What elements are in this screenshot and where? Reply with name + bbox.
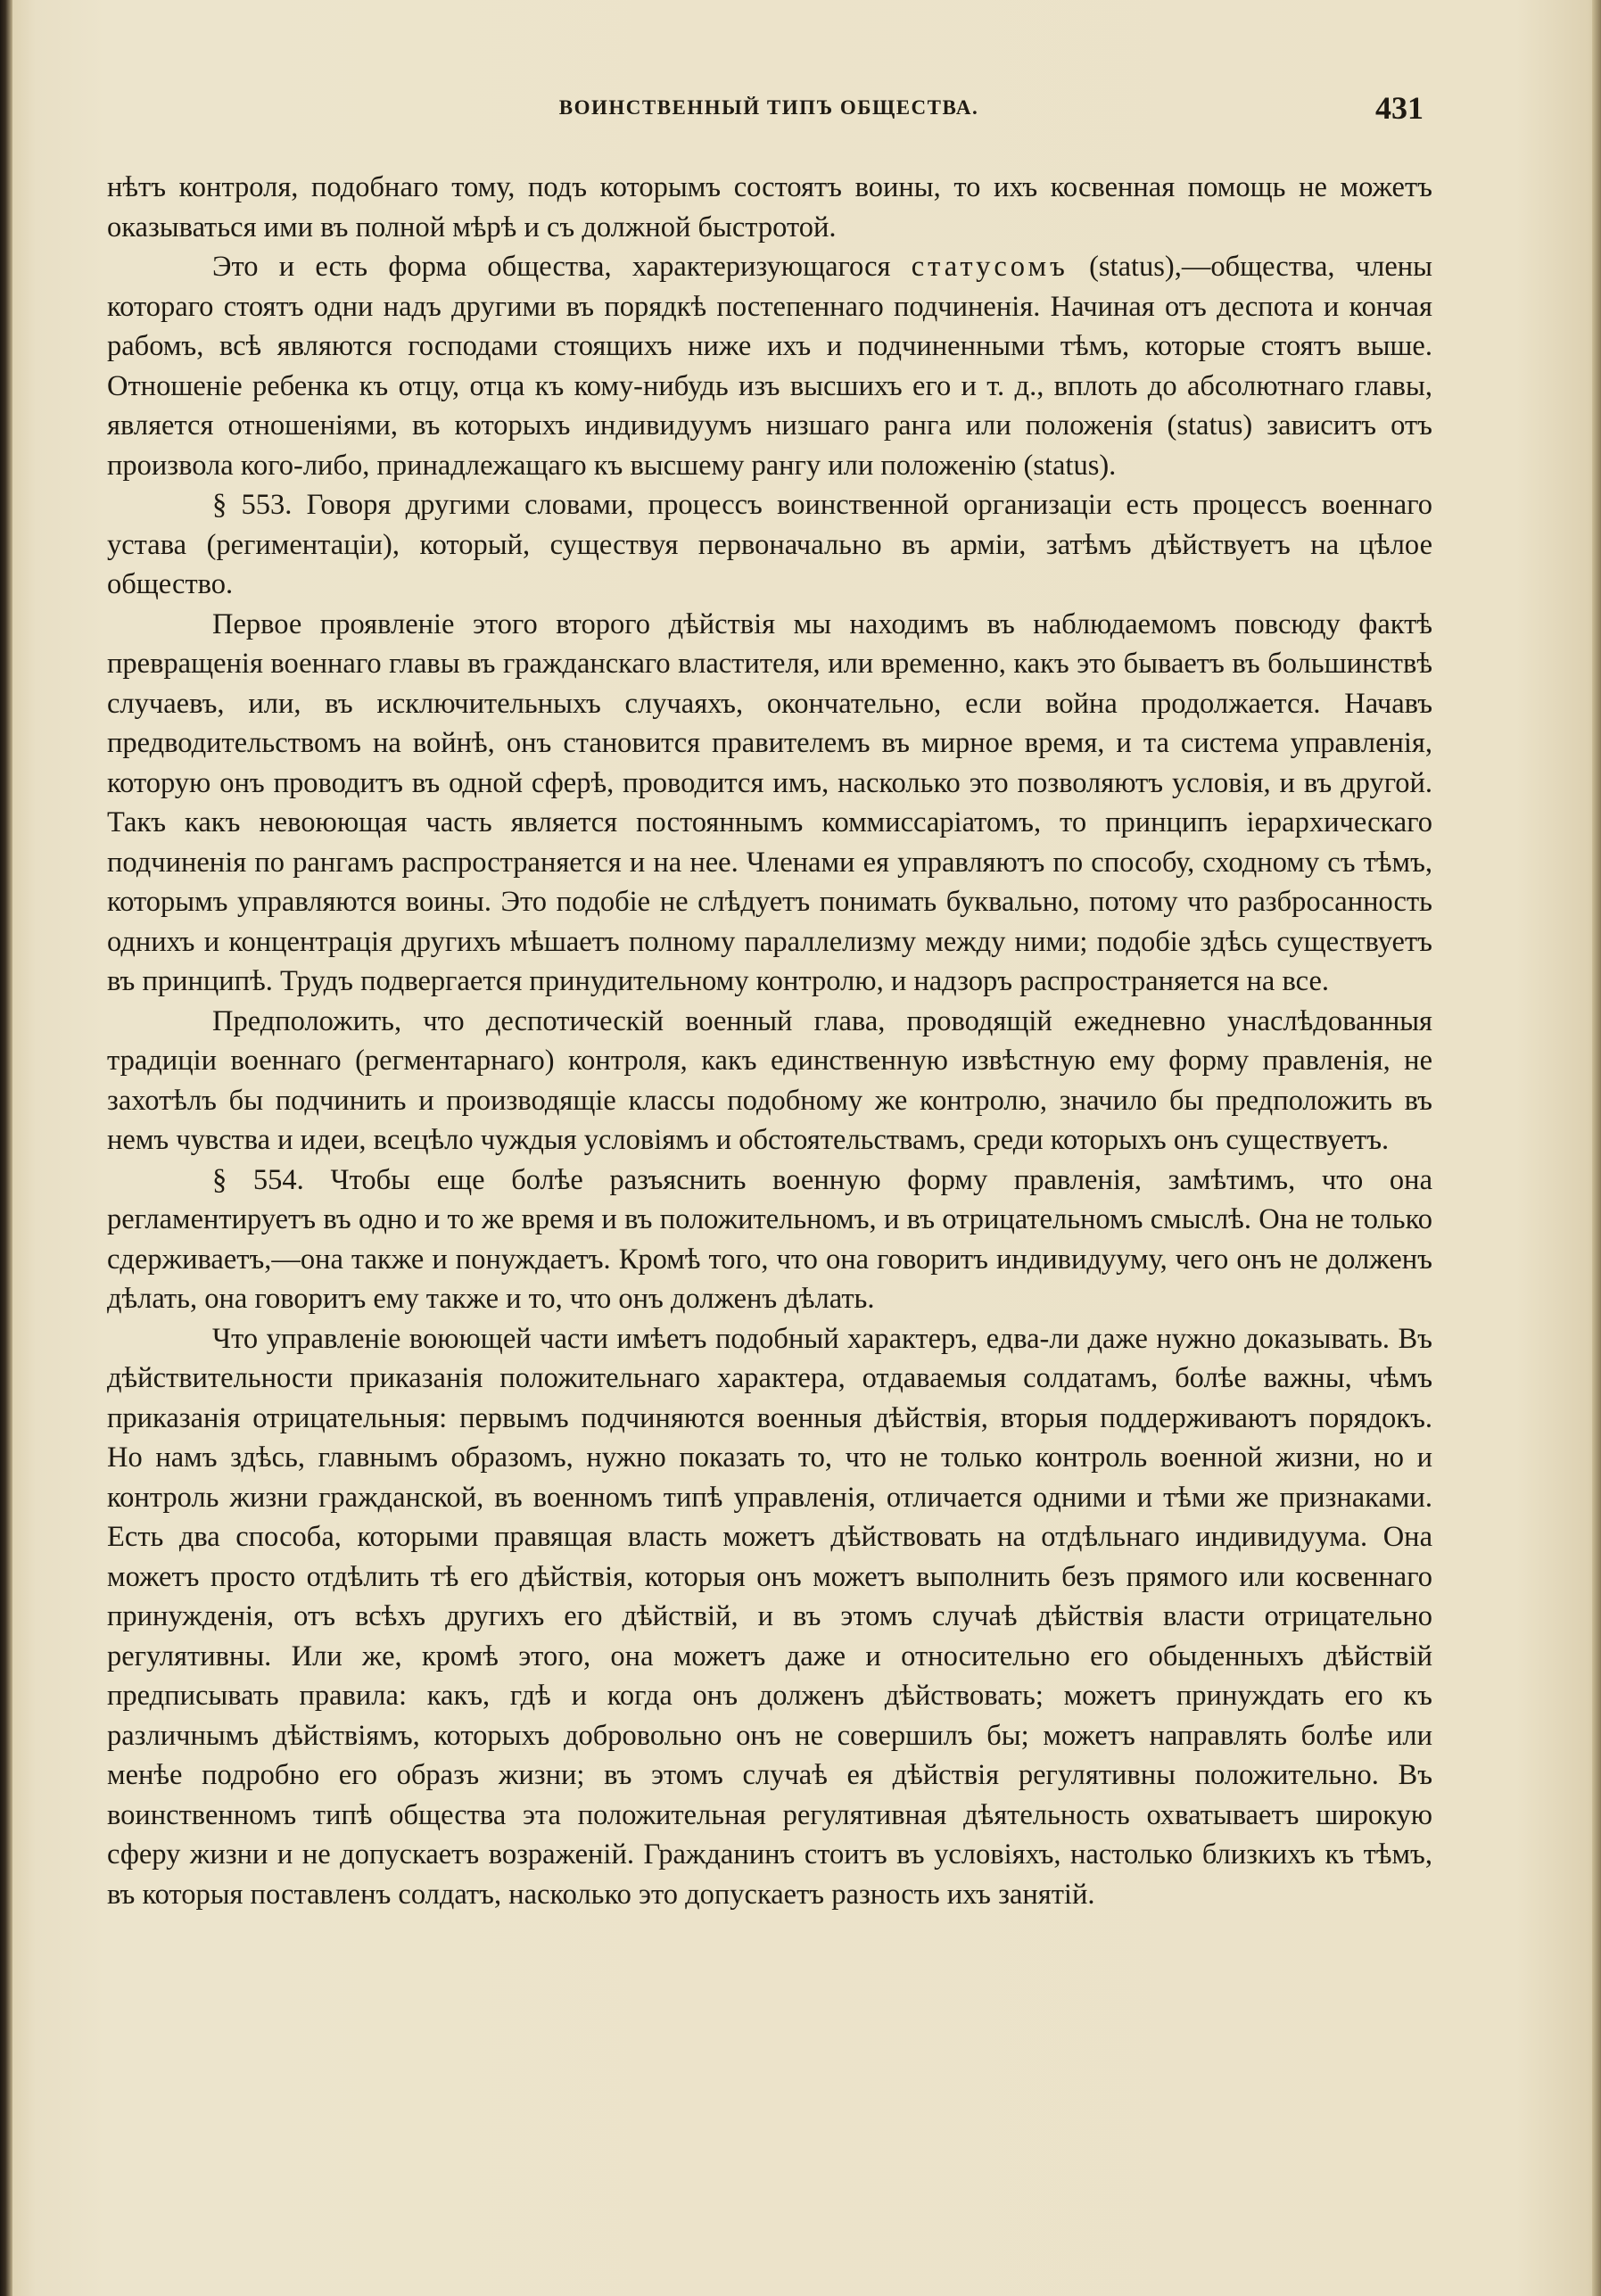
section-554-paragraph: § 554. Чтобы еще болѣе разъяснить военную форму правленія, замѣтимъ, что она регламентируетъ въ одно и то же время и въ положительномъ, и въ отрицательномъ смыслѣ. Она не только сдерживаетъ,—она также и понуждаетъ. Кромѣ того, что она говоритъ индивидууму, чего онъ не долженъ дѣлать, она говоритъ ему также и то, что онъ долженъ дѣлать. (107, 1163, 1432, 1315)
page-header (105, 89, 1432, 134)
paragraph-4: Первое проявленіе этого второго дѣйствія мы находимъ въ наблюдаемомъ повсюду фактѣ превращенія военнаго главы въ гражданскаго властителя, или временно, какъ это бываетъ въ большинствѣ случаевъ, или, въ исключительныхъ случаяхъ, окончательно, если война продолжается. Начавъ предводительствомъ на войнѣ, онъ становится правителемъ въ мирное время, и та система управленія, которую онъ проводитъ въ одной сферѣ, проводится имъ, насколько это позволяютъ условія, и въ другой. Такъ какъ невоюющая часть является постояннымъ коммиссаріатомъ, то принципъ іерархическаго подчиненія по рангамъ распространяется и на нее. Членами ея управляютъ по способу, сходному съ тѣмъ, которымъ управляются воины. Это подобіе не слѣдуетъ понимать буквально, потому что разбросанность однихъ и концентрація другихъ мѣшаетъ полному параллелизму между ними; подобіе здѣсь существуетъ въ принципѣ. Трудъ подвергается принудительному контролю, и надзоръ распространяется на все. (107, 607, 1432, 997)
page-outer-edge (1592, 0, 1601, 2296)
paragraph-2 (107, 247, 1432, 485)
paragraph-2-rest: (status),—общества, члены котораго стоятъ одни надъ другими въ порядкѣ постепеннаго подчиненія. Начиная отъ деспота и кончая рабомъ, всѣ являются господами стоящихъ ниже ихъ и подчиненными тѣмъ, которые стоятъ выше. Отношеніе ребенка къ отцу, отца къ кому-нибудь изъ высшихъ его и т. д., вплоть до абсолютнаго главы, является отношеніями, въ которыхъ индивидуумъ низшаго ранга или положенія (status) зависитъ отъ произвола кого-либо, принадлежащаго къ высшему рангу или положенію (status). (107, 251, 1432, 482)
emphasized-term: статусомъ (911, 251, 1069, 283)
running-title: ВОИНСТВЕННЫЙ ТИПЪ ОБЩЕСТВА. (558, 96, 979, 119)
section-553-paragraph: § 553. Говоря другими словами, процессъ воинственной организаціи есть процессъ военнаго устава (региментаціи), который, существуя первоначально въ арміи, затѣмъ дѣйствуетъ на цѣлое общество. (107, 489, 1432, 600)
paragraph-1: нѣтъ контроля, подобнаго тому, подъ которымъ состоятъ воины, то ихъ косвенная помощь не можетъ оказываться ими въ полной мѣрѣ и съ должной быстротой. (107, 171, 1432, 244)
page-number: 431 (1375, 90, 1424, 126)
paragraph-2-start: Это и есть форма общества, характеризующагося (212, 251, 912, 283)
body-text (107, 168, 1432, 1914)
page-binding-edge (0, 0, 12, 2296)
paragraph-5: Предположить, что деспотическій военный глава, проводящій ежедневно унаслѣдованныя традиціи военнаго (регментарнаго) контроля, какъ единственную извѣстную ему форму правленія, не захотѣлъ бы подчинить и производящіе классы подобному же контролю, значило бы предположить въ немъ чувства и идеи, всецѣло чуждыя условіямъ и обстоятельствамъ, среди которыхъ онъ существуетъ. (107, 1004, 1432, 1156)
paragraph-7: Что управленіе воюющей части имѣетъ подобный характеръ, едва-ли даже нужно доказывать. Въ дѣйствительности приказанія положительнаго характера, отдаваемыя солдатамъ, болѣе важны, чѣмъ приказанія отрицательныя: первымъ подчиняются военныя дѣйствія, вторыя поддерживаютъ порядокъ. Но намъ здѣсь, главнымъ образомъ, нужно показать то, что не только контроль военной жизни, но и контроль жизни гражданской, въ военномъ типѣ управленія, отличается одними и тѣми же признаками. Есть два способа, которыми правящая власть можетъ дѣйствовать на отдѣльнаго индивидуума. Она можетъ просто отдѣлить тѣ его дѣйствія, которыя онъ можетъ выполнить безъ прямого или косвеннаго принужденія, отъ всѣхъ другихъ его дѣйствій, и въ этомъ случаѣ дѣйствія власти отрицательно регулятивны. Или же, кромѣ этого, она можетъ даже и относительно его обыденныхъ дѣйствій предписывать правила: какъ, гдѣ и когда онъ долженъ дѣйствовать; можетъ принуждать его къ различнымъ дѣйствіямъ, которыхъ добровольно онъ не совершилъ бы; можетъ направлять болѣе или менѣе подробно его образъ жизни; въ этомъ случаѣ ея дѣйствія регулятивны положительно. Въ воинственномъ типѣ общества эта положительная регулятивная дѣятельность охватываетъ широкую сферу жизни и не допускаетъ возраженій. Гражданинъ стоитъ въ условіяхъ, настолько близкихъ къ тѣмъ, въ которыя поставленъ солдатъ, насколько это допускаетъ разность ихъ занятій. (107, 1322, 1432, 1911)
